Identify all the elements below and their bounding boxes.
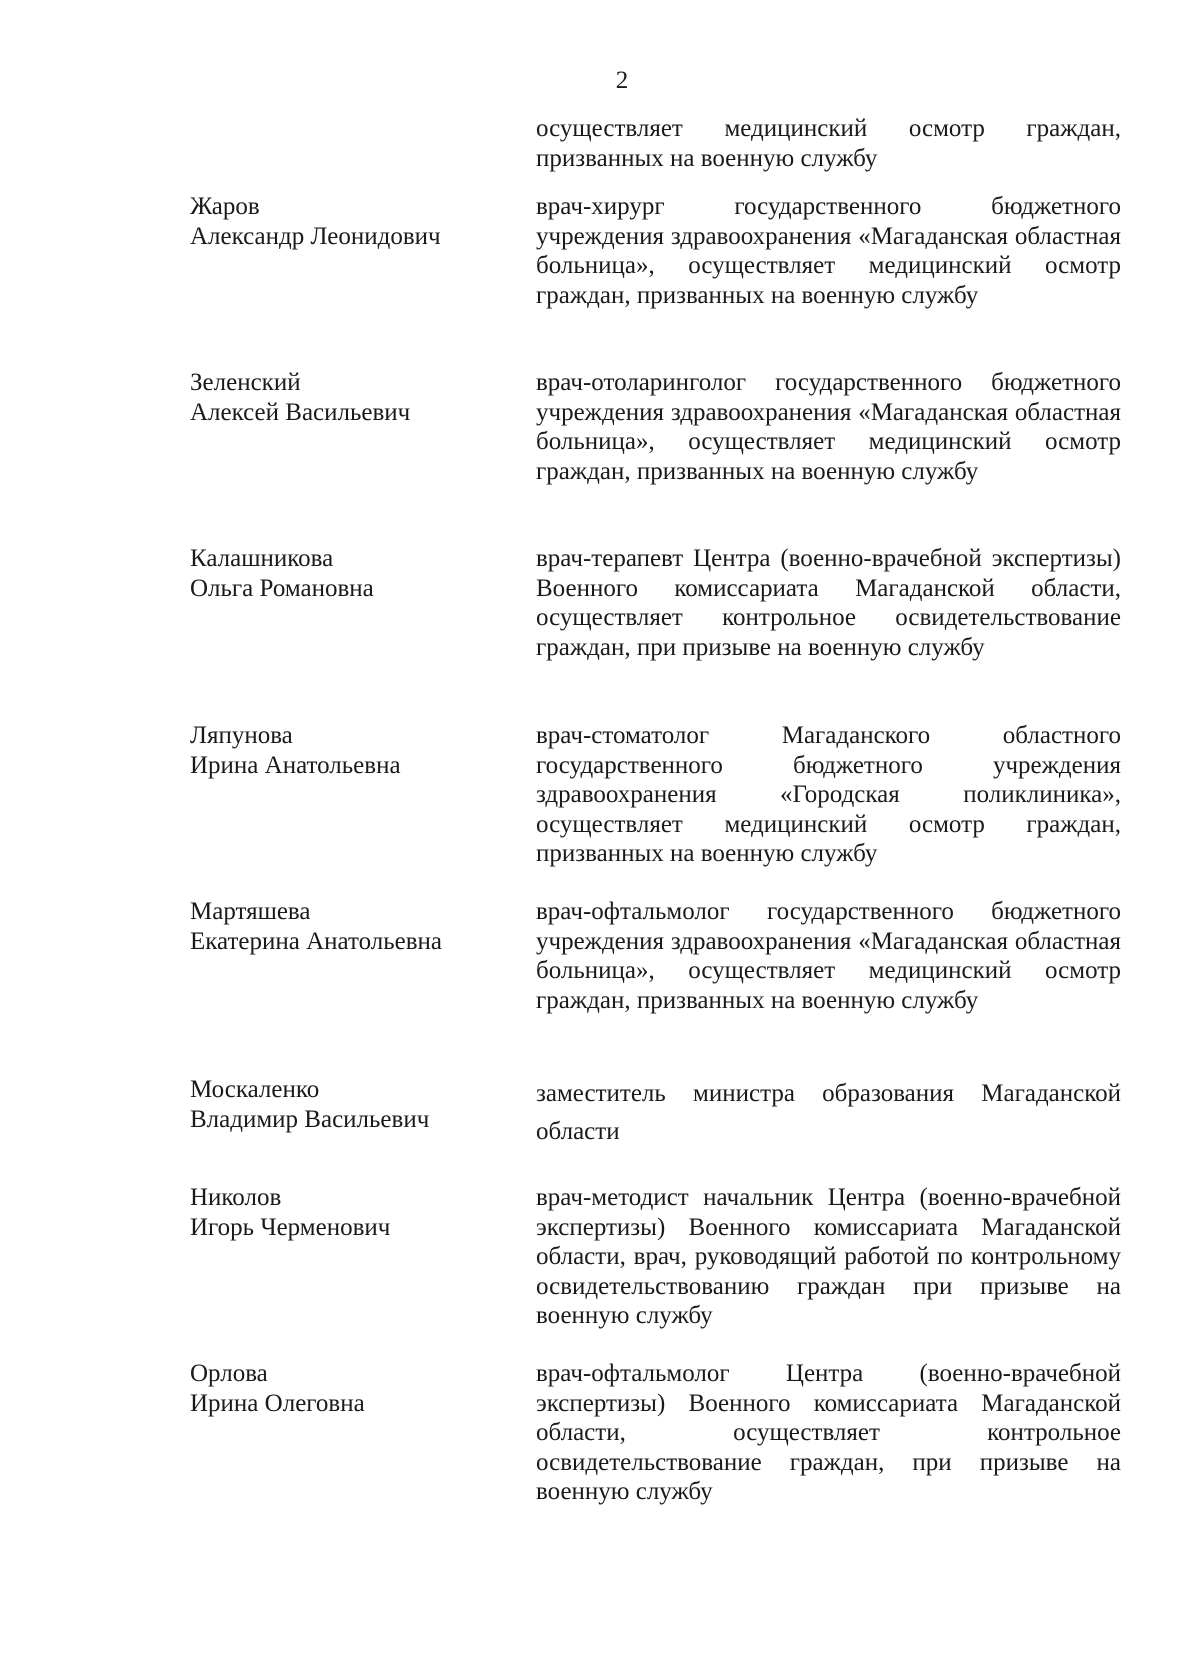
- member-surname: Калашникова: [190, 545, 334, 572]
- member-surname: Николов: [190, 1184, 282, 1211]
- member-role: [536, 721, 1121, 869]
- continuation-text-block: [536, 114, 1121, 173]
- member-role-text: врач-терапевт Центра (военно-врачебной экспертизы) Военного комиссариата Магаданской области, осуществляет контрольное освидетельствование граждан, при призыве на военную службу: [536, 545, 1121, 661]
- member-name: [190, 1075, 510, 1134]
- member-given-names: Екатерина Анатольевна: [190, 927, 443, 955]
- member-role: [536, 1075, 1121, 1151]
- member-role-text: врач-офтальмолог Центра (военно-врачебной экспертизы) Военного комиссариата Магаданской области, осуществляет контрольное освидетельствование граждан, при призыве на военную службу: [536, 1360, 1121, 1505]
- member-role: [536, 897, 1121, 1015]
- member-given-names: Владимир Васильевич: [190, 1105, 430, 1133]
- member-role-text: врач-офтальмолог государственного бюджетного учреждения здравоохранения «Магаданская областная больница», осуществляет медицинский осмотр граждан, призванных на военную службу: [536, 898, 1121, 1014]
- member-name: [190, 721, 510, 780]
- member-given-names: Ирина Анатольевна: [190, 751, 401, 779]
- member-name: [190, 544, 510, 603]
- member-role: [536, 544, 1121, 662]
- member-role: [536, 192, 1121, 310]
- member-surname: Ляпунова: [190, 722, 293, 749]
- member-given-names: Ольга Романовна: [190, 574, 374, 602]
- member-name: [190, 368, 510, 427]
- member-name: [190, 897, 510, 956]
- member-role-text: врач-стоматолог Магаданского областного государственного бюджетного учреждения здравоохранения «Городская поликлиника», осуществляет медицинский осмотр граждан, призванных на военную службу: [536, 722, 1121, 867]
- member-role: [536, 368, 1121, 486]
- member-name: [190, 1359, 510, 1418]
- member-surname: Орлова: [190, 1360, 268, 1387]
- member-role: [536, 1359, 1121, 1507]
- member-name: [190, 1183, 510, 1242]
- continuation-text: осуществляет медицинский осмотр граждан, призванных на военную службу: [536, 115, 1121, 172]
- member-given-names: Александр Леонидович: [190, 222, 441, 250]
- member-role: [536, 1183, 1121, 1331]
- member-surname: Зеленский: [190, 369, 301, 396]
- member-surname: Жаров: [190, 193, 260, 220]
- member-name: [190, 192, 510, 251]
- member-surname: Москаленко: [190, 1076, 320, 1103]
- member-given-names: Ирина Олеговна: [190, 1389, 365, 1417]
- member-given-names: Игорь Черменович: [190, 1213, 391, 1241]
- member-given-names: Алексей Васильевич: [190, 398, 411, 426]
- page-number: 2: [615, 67, 629, 94]
- member-role-text: врач-хирург государственного бюджетного учреждения здравоохранения «Магаданская областная больница», осуществляет медицинский осмотр граждан, призванных на военную службу: [536, 193, 1121, 309]
- member-surname: Мартяшева: [190, 898, 311, 925]
- member-role-text: врач-отоларинголог государственного бюджетного учреждения здравоохранения «Магаданская областная больница», осуществляет медицинский осмотр граждан, призванных на военную службу: [536, 369, 1121, 485]
- member-role-text: заместитель министра образования Магаданской области: [536, 1080, 1121, 1145]
- member-role-text: врач-методист начальник Центра (военно-врачебной экспертизы) Военного комиссариата Магаданской области, врач, руководящий работой по контрольному освидетельствованию граждан при призыве на военную службу: [536, 1184, 1121, 1329]
